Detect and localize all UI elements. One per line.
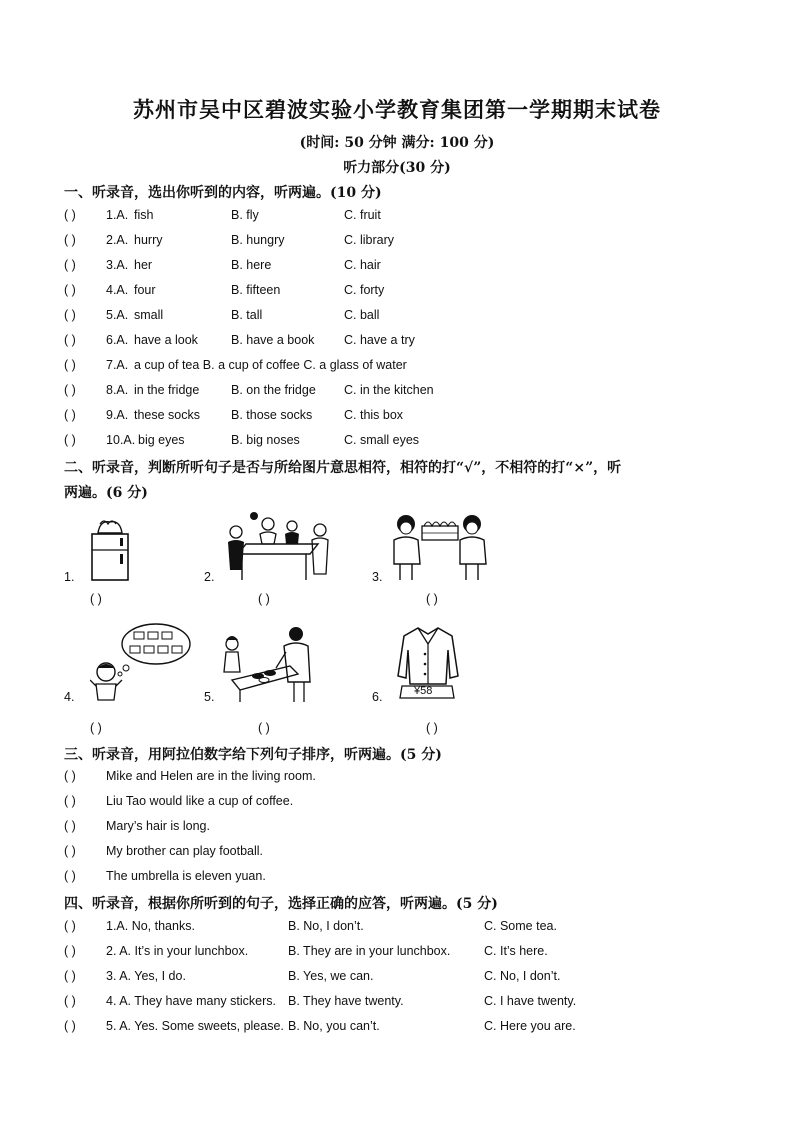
option-c: C. have a try: [344, 333, 415, 347]
option-c: C. small eyes: [344, 433, 420, 447]
answer-blank[interactable]: ( ): [64, 994, 76, 1008]
answer-blank[interactable]: ( ): [64, 383, 76, 397]
option-c: C. fruit: [344, 208, 381, 222]
option-c: C. ball: [344, 308, 380, 322]
option-a: 2. A. It’s in your lunchbox.: [106, 944, 249, 958]
option-c: C. library: [344, 233, 395, 247]
option-b: B. fifteen: [231, 283, 281, 297]
listening-section-title: 听力部分(30 分): [343, 160, 451, 176]
part2-heading-line2: 两遍。(6 分): [64, 485, 148, 501]
answer-blank[interactable]: ( ): [64, 944, 76, 958]
answer-blank[interactable]: ( ): [64, 919, 76, 933]
sentence-text: Liu Tao would like a cup of coffee.: [106, 794, 294, 808]
answer-blank[interactable]: ( ): [64, 844, 76, 858]
option-c: C. in the kitchen: [344, 383, 434, 397]
question-number: 9.A.: [106, 408, 129, 422]
question-number: 5.A.: [106, 308, 129, 322]
option-a: 5. A. Yes. Some sweets, please.: [106, 1019, 284, 1033]
option-c: C. Here you are.: [484, 1019, 576, 1033]
exam-title: 苏州市吴中区碧波实验小学教育集团第一学期期末试卷: [133, 97, 661, 122]
boy-thinking-of-buses-icon: [90, 620, 194, 702]
question-number: 1.A.: [106, 208, 129, 222]
option-a: hurry: [134, 233, 163, 247]
picture-number: 4.: [64, 690, 75, 704]
shop-counter-shoes-icon: [218, 622, 326, 704]
sentence-text: The umbrella is eleven yuan.: [106, 869, 266, 883]
question-number: 4.A.: [106, 283, 129, 297]
answer-blank[interactable]: ( ): [64, 433, 76, 447]
answer-blank[interactable]: ( ): [64, 283, 76, 297]
question-number: 6.A.: [106, 333, 129, 347]
picture-answer-blank[interactable]: ( ): [90, 721, 102, 735]
option-a: a cup of tea B. a cup of coffee C. a glass of water: [134, 358, 407, 372]
option-a: fish: [134, 208, 154, 222]
option-c: C. No, I don’t.: [484, 969, 561, 983]
answer-blank[interactable]: ( ): [64, 408, 76, 422]
sentence-text: Mary’s hair is long.: [106, 819, 210, 833]
option-a: in the fridge: [134, 383, 200, 397]
option-a: 3. A. Yes, I do.: [106, 969, 186, 983]
question-number: 2.A.: [106, 233, 129, 247]
picture-number: 3.: [372, 570, 383, 584]
question-number: 7.A.: [106, 358, 129, 372]
family-at-table-icon: [218, 510, 338, 582]
picture-answer-blank[interactable]: ( ): [258, 592, 270, 606]
question-number: 8.A.: [106, 383, 129, 397]
two-men-with-cake-icon: [390, 508, 490, 582]
answer-blank[interactable]: ( ): [64, 794, 76, 808]
answer-blank[interactable]: ( ): [64, 869, 76, 883]
option-b: B. They are in your lunchbox.: [288, 944, 451, 958]
picture-number: 1.: [64, 570, 75, 584]
option-a: small: [134, 308, 164, 322]
option-b: B. tall: [231, 308, 263, 322]
exam-subtitle: (时间: 50 分钟 满分: 100 分): [299, 135, 495, 151]
picture-answer-blank[interactable]: ( ): [426, 721, 438, 735]
option-b: B. They have twenty.: [288, 994, 404, 1008]
part4-heading: 四、听录音，根据你所听到的句子，选择正确的应答，听两遍。(5 分): [64, 896, 498, 912]
answer-blank[interactable]: ( ): [64, 233, 76, 247]
option-b: B. fly: [231, 208, 259, 222]
option-c: C. Some tea.: [484, 919, 557, 933]
question-number: 10.A.: [106, 433, 136, 447]
question-number: 3.A.: [106, 258, 129, 272]
part2-heading-line1: 二、听录音，判断所听句子是否与所给图片意思相符，相符的打“√”，不相符的打“×”，听: [64, 460, 622, 476]
option-c: C. It’s here.: [484, 944, 548, 958]
option-a: have a look: [134, 333, 198, 347]
option-a: big eyes: [138, 433, 185, 447]
fridge-with-cake-icon: [86, 512, 136, 584]
option-b: B. big noses: [231, 433, 300, 447]
sentence-text: My brother can play football.: [106, 844, 264, 858]
option-b: B. on the fridge: [231, 383, 316, 397]
option-b: B. have a book: [231, 333, 315, 347]
option-a: 4. A. They have many stickers.: [106, 994, 276, 1008]
option-b: B. No, you can’t.: [288, 1019, 380, 1033]
price-tag: ¥58: [414, 685, 433, 697]
option-a: four: [134, 283, 156, 297]
option-a: these socks: [134, 408, 201, 422]
option-a: her: [134, 258, 153, 272]
part1-heading: 一、听录音，选出你听到的内容，听两遍。(10 分): [64, 185, 382, 201]
sentence-text: Mike and Helen are in the living room.: [106, 769, 316, 783]
picture-number: 2.: [204, 570, 215, 584]
option-b: B. hungry: [231, 233, 285, 247]
option-c: C. forty: [344, 283, 385, 297]
answer-blank[interactable]: ( ): [64, 358, 76, 372]
option-b: B. those socks: [231, 408, 313, 422]
picture-answer-blank[interactable]: ( ): [90, 592, 102, 606]
option-c: C. I have twenty.: [484, 994, 577, 1008]
answer-blank[interactable]: ( ): [64, 769, 76, 783]
answer-blank[interactable]: ( ): [64, 258, 76, 272]
answer-blank[interactable]: ( ): [64, 819, 76, 833]
answer-blank[interactable]: ( ): [64, 308, 76, 322]
option-c: C. hair: [344, 258, 381, 272]
option-a: 1.A. No, thanks.: [106, 919, 195, 933]
answer-blank[interactable]: ( ): [64, 1019, 76, 1033]
option-b: B. No, I don’t.: [288, 919, 364, 933]
answer-blank[interactable]: ( ): [64, 969, 76, 983]
picture-number: 6.: [372, 690, 383, 704]
answer-blank[interactable]: ( ): [64, 333, 76, 347]
option-b: B. Yes, we can.: [288, 969, 374, 983]
answer-blank[interactable]: ( ): [64, 208, 76, 222]
option-b: B. here: [231, 258, 272, 272]
picture-answer-blank[interactable]: ( ): [426, 592, 438, 606]
picture-number: 5.: [204, 690, 215, 704]
picture-answer-blank[interactable]: ( ): [258, 721, 270, 735]
part3-heading: 三、听录音，用阿拉伯数字给下列句子排序，听两遍。(5 分): [64, 747, 442, 763]
option-c: C. this box: [344, 408, 404, 422]
